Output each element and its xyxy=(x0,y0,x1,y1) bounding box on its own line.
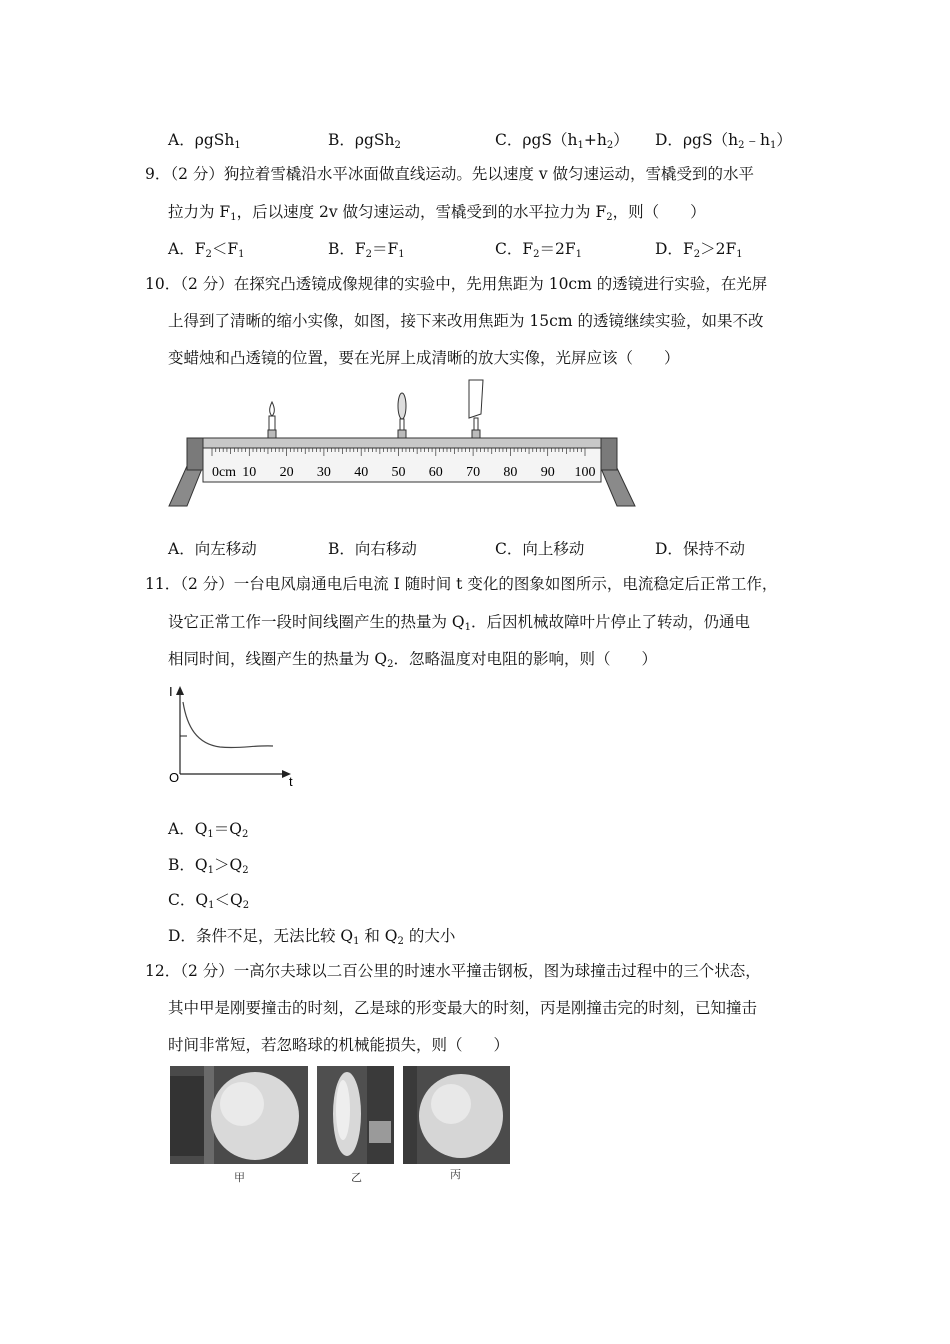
y-axis-label: I xyxy=(169,684,173,699)
q9-option-b: B．$F_2=F_1$ xyxy=(328,240,405,260)
q12-stem-line1: 12．（2 分）一高尔夫球以二百公里的时速水平撞击钢板，图为球撞击过程中的三个状态， xyxy=(145,962,761,980)
q10-option-b: B．向右移动 xyxy=(328,540,417,558)
q11-stem-line2: 设它正常工作一段时间线圈产生的热量为 $Q_1$．后因机械故障叶片停止了转动，仍通电 xyxy=(168,613,751,633)
q10-stem-line3: 变蜡烛和凸透镜的位置，要在光屏上成清晰的放大实像，光屏应该（ ） xyxy=(168,349,680,367)
q9-option-c: C．$F_2=2F_1$ xyxy=(495,240,583,260)
bench-label: 80 xyxy=(503,465,518,480)
q11-option-c: C．$Q_1<Q_2$ xyxy=(168,891,250,911)
bench-label: 90 xyxy=(540,465,555,480)
q10-stem-line2: 上得到了清晰的缩小实像，如图，接下来改用焦距为 15cm 的透镜继续实验，如果不改 xyxy=(168,312,764,330)
photo-yi xyxy=(317,1066,394,1164)
bench-left-leg xyxy=(169,466,203,506)
bench-right-end xyxy=(601,438,617,470)
optical-bench-figure xyxy=(165,378,640,513)
current-time-graph xyxy=(165,682,305,792)
x-axis-label: t xyxy=(289,774,293,789)
q12-stem-line3: 时间非常短，若忽略球的机械能损失，则（ ） xyxy=(168,1036,510,1054)
q11-stem-line3: 相同时间，线圈产生的热量为 $Q_2$．忽略温度对电阻的影响，则（ ） xyxy=(168,650,658,670)
bench-label: 70 xyxy=(466,465,481,480)
current-curve xyxy=(183,702,273,748)
light-screen xyxy=(469,380,483,438)
q10-option-c: C．向上移动 xyxy=(495,540,585,558)
photo-bing xyxy=(403,1066,510,1164)
q10-option-a: A．向左移动 xyxy=(168,540,257,558)
q9-stem-line2: 拉力为 $F_1$，后以速度 2v 做匀速运动，雪橇受到的水平拉力为 $F_2$，则（ ） xyxy=(168,203,706,223)
q10-stem-line1: 10．（2 分）在探究凸透镜成像规律的实验中，先用焦距为 10cm 的透镜进行实验，在光屏 xyxy=(145,275,768,293)
origin-label: O xyxy=(169,770,180,785)
q8-option-c: C．$\rho gS(h_1+h_2)$ xyxy=(495,131,629,151)
caption-yi: 乙 xyxy=(351,1171,362,1184)
q8-option-b: B．ρgSh$_2$ xyxy=(328,131,401,151)
y-axis-arrow xyxy=(176,686,184,695)
q9-option-a: A．$F_2<F_1$ xyxy=(168,240,245,260)
photo-jia xyxy=(170,1066,308,1164)
q11-option-a: A．$Q_1=Q_2$ xyxy=(168,820,249,840)
convex-lens xyxy=(398,393,406,438)
q8-option-a: A．ρgSh$_1$ xyxy=(168,131,241,151)
caption-bing: 丙 xyxy=(450,1168,461,1181)
q12-stem-line2: 其中甲是刚要撞击的时刻，乙是球的形变最大的时刻，丙是刚撞击完的时刻，已知撞击 xyxy=(168,999,758,1017)
bench-label: 60 xyxy=(428,465,443,480)
candle xyxy=(268,402,276,438)
bench-left-end xyxy=(187,438,203,470)
q11-stem-line1: 11．（2 分）一台电风扇通电后电流 I 随时间 t 变化的图象如图所示，电流稳定后正常工作， xyxy=(145,575,778,593)
bench-label: 10 xyxy=(242,465,257,480)
bench-label: 20 xyxy=(279,465,294,480)
bench-right-leg xyxy=(600,466,635,506)
caption-jia: 甲 xyxy=(234,1171,245,1184)
q11-option-d: D．条件不足，无法比较 $Q_1$ 和 $Q_2$ 的大小 xyxy=(168,927,456,947)
q10-option-d: D．保持不动 xyxy=(655,540,745,558)
q9-stem-line1: 9．（2 分）狗拉着雪橇沿水平冰面做直线运动。先以速度 v 做匀速运动，雪橇受到的水平 xyxy=(145,165,755,183)
bench-label: 40 xyxy=(354,465,369,480)
bench-label: 0cm xyxy=(211,465,237,480)
bench-rail xyxy=(203,438,601,448)
q9-option-d: D．$F_2>2F_1$ xyxy=(655,240,743,260)
q8-option-d: D．$\rho gS(h_2﹣h_1)$ xyxy=(655,131,792,151)
q11-option-b: B．$Q_1>Q_2$ xyxy=(168,856,249,876)
bench-label: 30 xyxy=(316,465,331,480)
bench-label: 50 xyxy=(391,465,406,480)
bench-label: 100 xyxy=(574,465,596,480)
